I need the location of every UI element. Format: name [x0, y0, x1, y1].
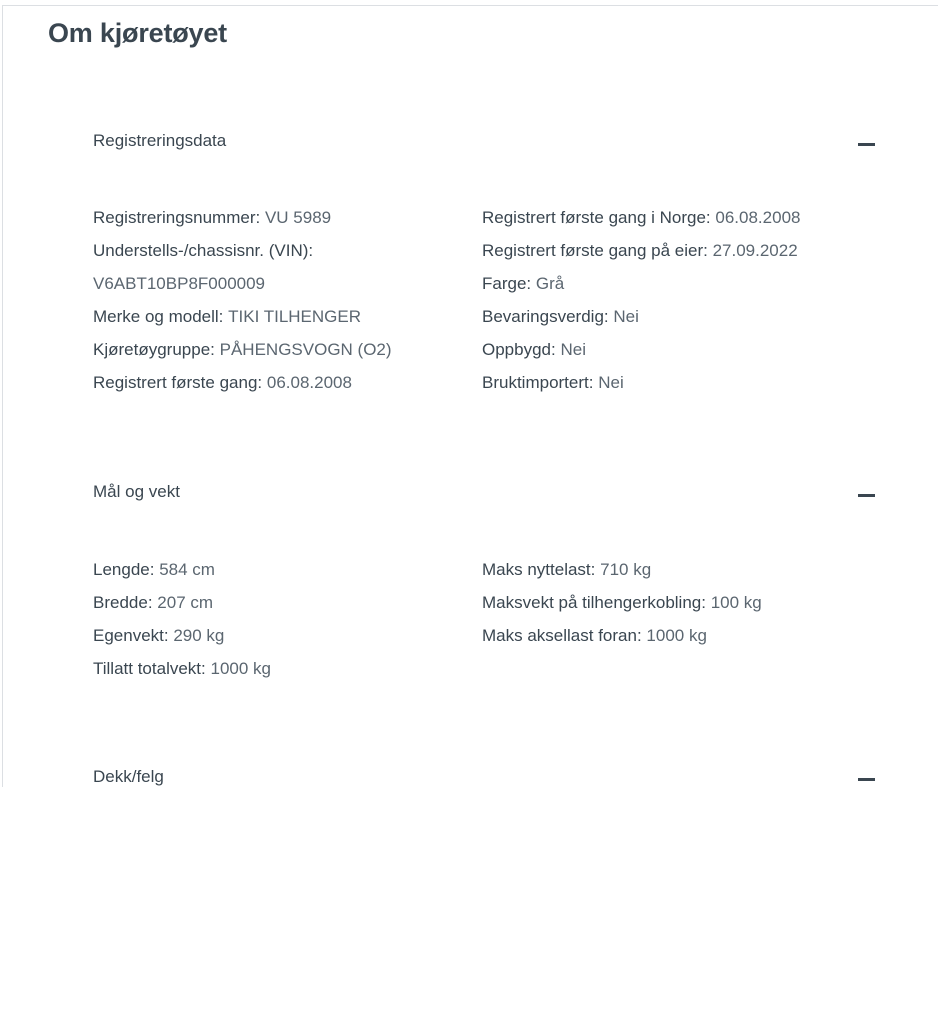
field-value: PÅHENGSVOGN (O2)	[219, 340, 392, 359]
registration-right-column	[482, 207, 800, 405]
field-label: Oppbygd:	[482, 340, 556, 359]
field-label: Understells-/chassisnr. (VIN):	[93, 241, 314, 260]
collapse-tires-button[interactable]	[855, 772, 877, 786]
field-value: 1000 kg	[646, 626, 707, 645]
field-row	[482, 625, 762, 658]
field-value: 584 cm	[159, 560, 215, 579]
field-label: Maks aksellast foran:	[482, 626, 642, 645]
field-row	[482, 306, 800, 339]
field-value: Nei	[560, 340, 586, 359]
section-title-registration[interactable]: Registreringsdata	[93, 131, 227, 150]
field-row	[482, 273, 800, 306]
registration-left-column	[93, 207, 392, 405]
field-row	[482, 240, 800, 273]
field-label: Maksvekt på tilhengerkobling:	[482, 593, 706, 612]
field-value: V6ABT10BP8F000009	[93, 274, 266, 293]
field-row	[482, 372, 800, 405]
field-row	[93, 592, 271, 625]
field-value: VU 5989	[264, 208, 332, 227]
field-row	[93, 207, 392, 240]
field-row	[93, 658, 271, 691]
minus-icon	[858, 494, 875, 497]
field-row	[93, 339, 392, 372]
field-row	[482, 339, 800, 372]
field-label: Tillatt totalvekt:	[93, 659, 206, 678]
dimensions-right-column	[482, 559, 762, 658]
field-label: Registrert første gang:	[93, 373, 263, 392]
field-value: 100 kg	[710, 593, 762, 612]
field-label: Bredde:	[93, 593, 153, 612]
field-label: Farge:	[482, 274, 532, 293]
field-label: Registrert første gang i Norge:	[482, 208, 711, 227]
field-value: 27.09.2022	[712, 241, 798, 260]
field-value: 710 kg	[600, 560, 652, 579]
field-label: Registreringsnummer:	[93, 208, 261, 227]
field-row	[93, 625, 271, 658]
vehicle-info-card	[2, 5, 938, 787]
field-label: Bruktimportert:	[482, 373, 594, 392]
field-label: Merke og modell:	[93, 307, 224, 326]
field-value: Nei	[598, 373, 624, 392]
field-value: TIKI TILHENGER	[228, 307, 362, 326]
field-label: Bevaringsverdig:	[482, 307, 609, 326]
section-title-dimensions[interactable]: Mål og vekt	[93, 482, 180, 501]
field-value: 06.08.2008	[266, 373, 352, 392]
field-value: 290 kg	[173, 626, 225, 645]
page-title: Om kjøretøyet	[48, 18, 227, 48]
field-row	[93, 240, 392, 273]
field-label: Kjøretøygruppe:	[93, 340, 215, 359]
minus-icon	[858, 143, 875, 146]
field-value: 1000 kg	[210, 659, 271, 678]
field-row	[93, 559, 271, 592]
dimensions-left-column	[93, 559, 271, 691]
field-row	[482, 592, 762, 625]
field-label: Maks nyttelast:	[482, 560, 596, 579]
collapse-dimensions-button[interactable]	[855, 488, 877, 502]
field-value: 06.08.2008	[715, 208, 801, 227]
field-row	[482, 559, 762, 592]
field-value: Grå	[535, 274, 565, 293]
field-row	[93, 273, 392, 306]
section-title-tires[interactable]: Dekk/felg	[93, 767, 164, 786]
field-value: 207 cm	[157, 593, 214, 612]
field-row	[93, 372, 392, 405]
field-row	[93, 306, 392, 339]
field-row	[482, 207, 800, 240]
field-label: Egenvekt:	[93, 626, 169, 645]
field-label: Lengde:	[93, 560, 155, 579]
field-label: Registrert første gang på eier:	[482, 241, 708, 260]
field-value: Nei	[613, 307, 639, 326]
collapse-registration-button[interactable]	[855, 137, 877, 151]
minus-icon	[858, 778, 875, 781]
